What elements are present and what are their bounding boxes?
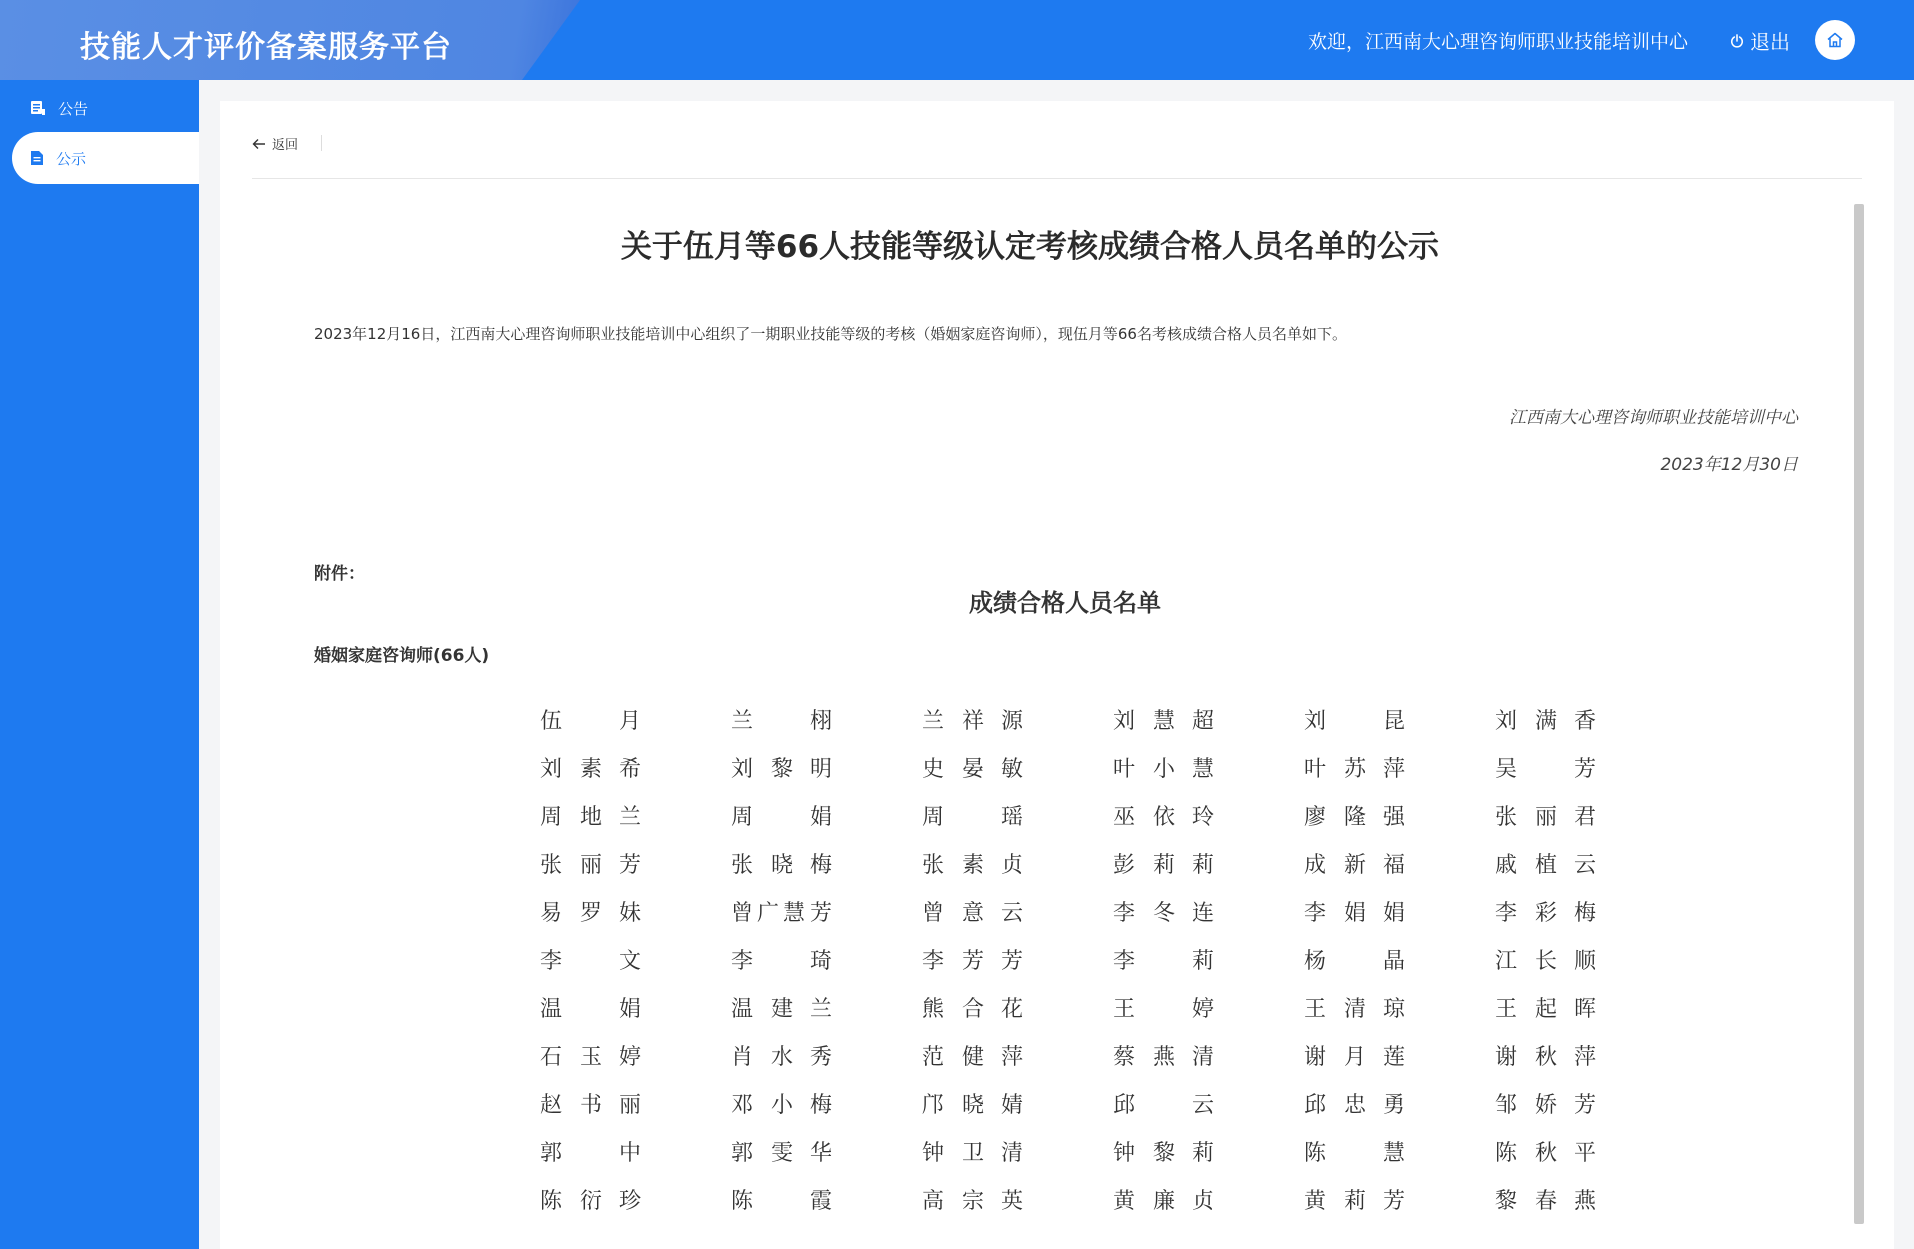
- name-item: 黄 廉 贞: [1113, 1189, 1215, 1214]
- name-item: 黄 莉 芳: [1304, 1189, 1406, 1214]
- page-title: 关于伍月等66人技能等级认定考核成绩合格人员名单的公示: [620, 229, 1440, 265]
- top-header: [0, 0, 1914, 80]
- name-item: 邱 忠 勇: [1304, 1093, 1406, 1118]
- name-item: 杨 晶: [1304, 949, 1406, 974]
- welcome-text: 欢迎，江西南大心理咨询师职业技能培训中心: [1308, 31, 1689, 53]
- vertical-scrollbar[interactable]: [1854, 204, 1864, 1224]
- name-item: 高 宗 英: [922, 1189, 1024, 1214]
- attachment-label: 附件：: [314, 564, 365, 584]
- name-item: 戚 植 云: [1495, 853, 1597, 878]
- name-item: 易 罗 妹: [540, 901, 642, 926]
- divider: [252, 178, 1862, 179]
- arrow-left-icon: [252, 138, 266, 150]
- name-item: 温 建 兰: [731, 997, 833, 1022]
- name-item: 彭 莉 莉: [1113, 853, 1215, 878]
- name-item: 史 晏 敏: [922, 757, 1024, 782]
- logout-label: 退出: [1750, 30, 1790, 54]
- name-item: 张 丽 君: [1495, 805, 1597, 830]
- name-item: 周 瑶: [922, 805, 1024, 830]
- name-item: 赵 书 丽: [540, 1093, 642, 1118]
- name-item: 范 健 萍: [922, 1045, 1024, 1070]
- intro-paragraph: 2023年12月16日，江西南大心理咨询师职业技能培训中心组织了一期职业技能等级的考核（婚姻家庭咨询师），现伍月等66名考核成绩合格人员名单如下。: [314, 325, 1347, 343]
- name-item: 曾 意 云: [922, 901, 1024, 926]
- sidebar-item-label: 公示: [56, 149, 87, 168]
- sidebar-item-label: 公告: [58, 99, 89, 118]
- name-item: 熊 合 花: [922, 997, 1024, 1022]
- announcement-icon: [30, 100, 46, 116]
- name-item: 兰 祥 源: [922, 709, 1024, 734]
- name-item: 张 丽 芳: [540, 853, 642, 878]
- category-heading: 婚姻家庭咨询师(66人): [314, 646, 490, 666]
- name-item: 江 长 顺: [1495, 949, 1597, 974]
- name-item: 谢 秋 萍: [1495, 1045, 1597, 1070]
- signature-organization: 江西南大心理咨询师职业技能培训中心: [1509, 408, 1798, 428]
- home-button[interactable]: [1815, 20, 1855, 60]
- logout-button[interactable]: [1730, 26, 1790, 55]
- name-item: 肖 水 秀: [731, 1045, 833, 1070]
- name-item: 刘 满 香: [1495, 709, 1597, 734]
- name-item: 成 新 福: [1304, 853, 1406, 878]
- name-item: 刘 昆: [1304, 709, 1406, 734]
- name-item: 兰 栩: [731, 709, 833, 734]
- name-item: 王 婷: [1113, 997, 1215, 1022]
- name-item: 郭 中: [540, 1141, 642, 1166]
- name-item: 王 清 琼: [1304, 997, 1406, 1022]
- name-item: 邹 娇 芳: [1495, 1093, 1597, 1118]
- name-item: 张 素 贞: [922, 853, 1024, 878]
- name-item: 陈 衍 珍: [540, 1189, 642, 1214]
- name-item: 王 起 晖: [1495, 997, 1597, 1022]
- content-panel: [220, 101, 1894, 1249]
- name-item: 周 娟: [731, 805, 833, 830]
- name-item: 刘 黎 明: [731, 757, 833, 782]
- name-item: 谢 月 莲: [1304, 1045, 1406, 1070]
- name-item: 石 玉 婷: [540, 1045, 642, 1070]
- name-item: 邓 小 梅: [731, 1093, 833, 1118]
- name-item: 曾 广 慧 芳: [731, 901, 833, 926]
- name-item: 李 琦: [731, 949, 833, 974]
- sidebar: [0, 80, 199, 1249]
- name-item: 李 冬 连: [1113, 901, 1215, 926]
- name-item: 李 文: [540, 949, 642, 974]
- name-item: 张 晓 梅: [731, 853, 833, 878]
- name-item: 李 莉: [1113, 949, 1215, 974]
- signature-date: 2023年12月30日: [1660, 455, 1798, 475]
- name-grid: [540, 701, 1690, 1229]
- home-icon: [1826, 31, 1844, 49]
- name-item: 李 娟 娟: [1304, 901, 1406, 926]
- name-item: 钟 黎 莉: [1113, 1141, 1215, 1166]
- name-item: 邱 云: [1113, 1093, 1215, 1118]
- name-item: 李 芳 芳: [922, 949, 1024, 974]
- name-item: 廖 隆 强: [1304, 805, 1406, 830]
- name-item: 温 娟: [540, 997, 642, 1022]
- name-item: 李 彩 梅: [1495, 901, 1597, 926]
- name-item: 周 地 兰: [540, 805, 642, 830]
- name-item: 邝 晓 婧: [922, 1093, 1024, 1118]
- name-item: 蔡 燕 清: [1113, 1045, 1215, 1070]
- sidebar-item-announcement[interactable]: [12, 82, 199, 134]
- name-item: 黎 春 燕: [1495, 1189, 1597, 1214]
- name-item: 陈 秋 平: [1495, 1141, 1597, 1166]
- power-icon: [1730, 34, 1744, 48]
- platform-title: 技能人才评价备案服务平台: [80, 30, 452, 65]
- name-item: 吴 芳: [1495, 757, 1597, 782]
- name-item: 陈 慧: [1304, 1141, 1406, 1166]
- name-item: 郭 雯 华: [731, 1141, 833, 1166]
- name-item: 钟 卫 清: [922, 1141, 1024, 1166]
- back-button[interactable]: [252, 134, 298, 153]
- list-title: 成绩合格人员名单: [969, 589, 1161, 617]
- name-item: 叶 小 慧: [1113, 757, 1215, 782]
- name-list: [540, 701, 1690, 1229]
- name-item: 刘 慧 超: [1113, 709, 1215, 734]
- name-item: 叶 苏 萍: [1304, 757, 1406, 782]
- name-item: 刘 素 希: [540, 757, 642, 782]
- divider: [321, 135, 322, 151]
- name-item: 巫 依 玲: [1113, 805, 1215, 830]
- document-icon: [30, 150, 44, 166]
- name-item: 伍 月: [540, 709, 642, 734]
- sidebar-item-publicity[interactable]: [12, 132, 199, 184]
- name-item: 陈 霞: [731, 1189, 833, 1214]
- back-label: 返回: [272, 138, 299, 153]
